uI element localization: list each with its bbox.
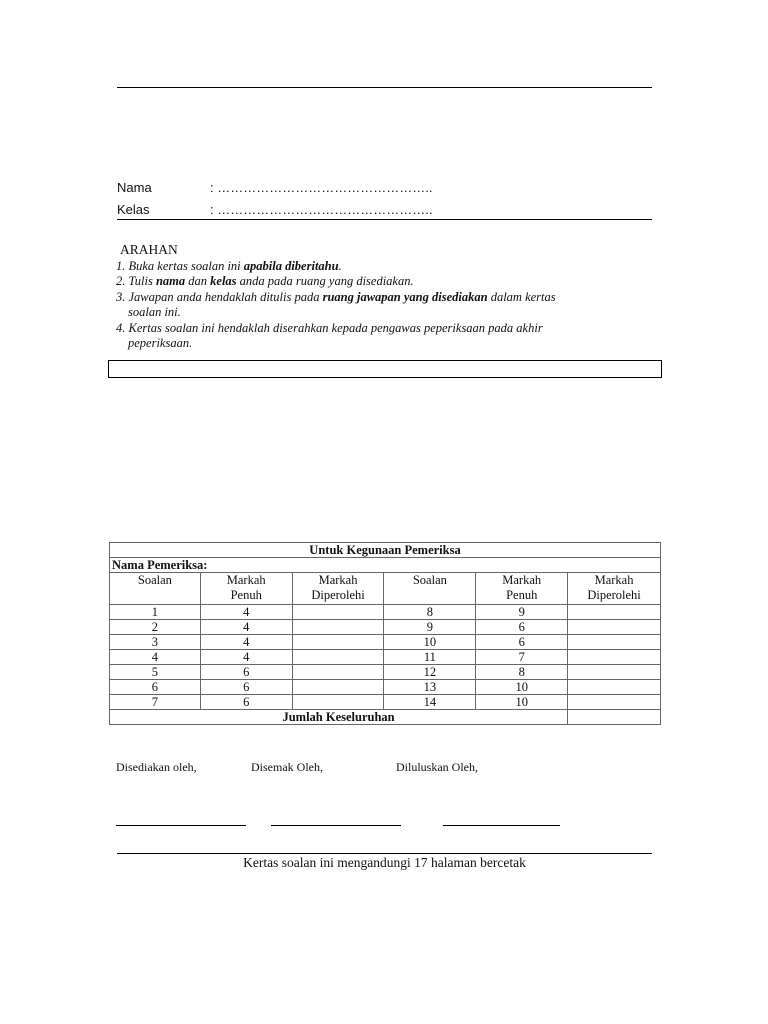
- arahan-title: ARAHAN: [120, 242, 178, 257]
- fields-rule: [117, 219, 652, 220]
- checked-by-label: Disemak Oleh,: [251, 760, 323, 774]
- table-cell: 9: [476, 605, 568, 620]
- table-row: [110, 695, 661, 710]
- signature-line-approved: [443, 825, 560, 826]
- instruction-1: 1. Buka kertas soalan ini apabila diberitahu.: [116, 259, 342, 273]
- header-cell: Soalan: [110, 573, 201, 605]
- empty-box: [108, 360, 662, 378]
- instruction-2: 2. Tulis nama dan kelas anda pada ruang yang disediakan.: [116, 274, 414, 288]
- table-cell: [568, 650, 661, 665]
- name-field: [117, 180, 432, 195]
- table-cell: 6: [200, 680, 292, 695]
- table-cell: 6: [476, 635, 568, 650]
- signature-line-prepared: [116, 825, 246, 826]
- table-row: [110, 620, 661, 635]
- table-row: [110, 680, 661, 695]
- name-label: Nama: [117, 180, 152, 195]
- table-cell: [568, 620, 661, 635]
- footer-text: Kertas soalan ini mengandungi 17 halaman bercetak: [243, 855, 526, 870]
- table-cell: 4: [110, 650, 201, 665]
- table-cell: 6: [476, 620, 568, 635]
- table-cell: 5: [110, 665, 201, 680]
- table-cell: 2: [110, 620, 201, 635]
- table-cell: 9: [384, 620, 476, 635]
- header-cell: Markah Diperolehi: [568, 573, 661, 605]
- top-rule: [117, 87, 652, 88]
- table-cell: 7: [476, 650, 568, 665]
- table-cell: 13: [384, 680, 476, 695]
- total-label: Jumlah Keseluruhan: [110, 710, 568, 725]
- table-cell: 14: [384, 695, 476, 710]
- class-dots: : …………………………………………..: [210, 202, 433, 217]
- table-cell: 6: [200, 665, 292, 680]
- table-cell: [292, 695, 384, 710]
- table-cell: [568, 605, 661, 620]
- total-row: [110, 710, 661, 725]
- class-field: [117, 202, 432, 217]
- table-cell: [568, 680, 661, 695]
- table-cell: [292, 680, 384, 695]
- table-cell: 7: [110, 695, 201, 710]
- table-cell: 4: [200, 635, 292, 650]
- name-dots: : …………………………………………..: [210, 180, 433, 195]
- approved-by-label: Diluluskan Oleh,: [396, 760, 478, 774]
- table-row: [110, 635, 661, 650]
- table-cell: 8: [476, 665, 568, 680]
- table-cell: 11: [384, 650, 476, 665]
- table-cell: 10: [476, 680, 568, 695]
- prepared-by-label: Disediakan oleh,: [116, 760, 197, 774]
- table-row: [110, 665, 661, 680]
- table-cell: 6: [200, 695, 292, 710]
- table-row: [110, 650, 661, 665]
- table-cell: 4: [200, 650, 292, 665]
- table-cell: 6: [110, 680, 201, 695]
- table-header-row: [110, 573, 661, 605]
- total-value-cell: [568, 710, 661, 725]
- table-cell: [292, 635, 384, 650]
- header-cell: Markah Penuh: [200, 573, 292, 605]
- footer-rule: [117, 853, 652, 854]
- table-cell: 10: [384, 635, 476, 650]
- table-cell: 8: [384, 605, 476, 620]
- instruction-4: 4. Kertas soalan ini hendaklah diserahkan kepada pengawas peperiksaan pada akhir peperiksaan.: [116, 321, 543, 350]
- table-cell: 4: [200, 620, 292, 635]
- table-cell: 4: [200, 605, 292, 620]
- table-cell: 1: [110, 605, 201, 620]
- table-cell: 3: [110, 635, 201, 650]
- header-cell: Markah Penuh: [476, 573, 568, 605]
- header-cell: Markah Diperolehi: [292, 573, 384, 605]
- signature-line-checked: [271, 825, 401, 826]
- header-cell: Soalan: [384, 573, 476, 605]
- instruction-3: 3. Jawapan anda hendaklah ditulis pada ruang jawapan yang disediakan dalam kertas soalan ini.: [116, 290, 556, 319]
- examiner-name-label: Nama Pemeriksa:: [110, 558, 661, 573]
- table-title: Untuk Kegunaan Pemeriksa: [110, 543, 661, 558]
- class-label: Kelas: [117, 202, 150, 217]
- table-cell: [568, 635, 661, 650]
- table-cell: 10: [476, 695, 568, 710]
- examiner-table: [109, 542, 661, 725]
- table-cell: [568, 695, 661, 710]
- table-cell: 12: [384, 665, 476, 680]
- table-cell: [292, 605, 384, 620]
- table-cell: [292, 620, 384, 635]
- table-cell: [568, 665, 661, 680]
- table-cell: [292, 650, 384, 665]
- table-cell: [292, 665, 384, 680]
- table-row: [110, 605, 661, 620]
